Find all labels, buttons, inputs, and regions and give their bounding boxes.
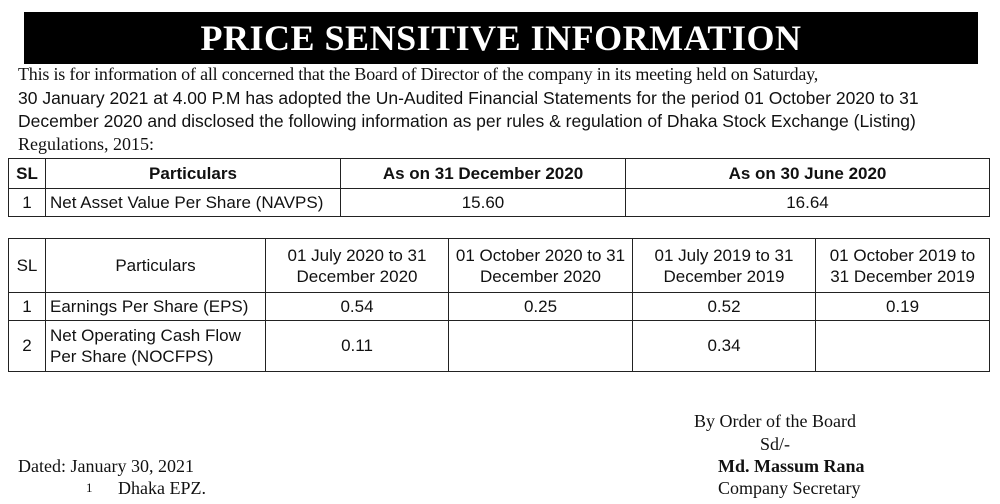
table-header-row xyxy=(9,159,990,189)
cell: 0.52 xyxy=(633,293,816,321)
by-order-text: By Order of the Board xyxy=(694,411,856,431)
navps-table xyxy=(8,158,990,217)
intro-line: Regulations, 2015: xyxy=(18,134,154,154)
header-cell: 01 October 2020 to 31 December 2020 xyxy=(449,239,633,293)
cell: 0.19 xyxy=(816,293,990,321)
table-row xyxy=(9,293,990,321)
intro-line: This is for information of all concerned that the Board of Director of the company in its meeting held on Saturday, xyxy=(18,64,819,84)
sd-text: Sd/- xyxy=(760,434,791,454)
header-cell: SL xyxy=(9,159,46,189)
header-cell: Particulars xyxy=(46,239,266,293)
header-cell: As on 31 December 2020 xyxy=(341,159,626,189)
header-cell: 01 October 2019 to 31 December 2019 xyxy=(816,239,990,293)
location-text: Dhaka EPZ. xyxy=(118,478,206,498)
cell: Net Asset Value Per Share (NAVPS) xyxy=(46,189,341,217)
designation-text: Company Secretary xyxy=(718,478,861,498)
cell: 1 xyxy=(9,293,46,321)
cell: 0.25 xyxy=(449,293,633,321)
header-cell: Particulars xyxy=(46,159,341,189)
header-cell: As on 30 June 2020 xyxy=(626,159,990,189)
cell: 16.64 xyxy=(626,189,990,217)
cell: 2 xyxy=(9,321,46,372)
page-title: PRICE SENSITIVE INFORMATION xyxy=(24,12,978,64)
cell: Net Operating Cash Flow Per Share (NOCFPS) xyxy=(46,321,266,372)
table-row xyxy=(9,189,990,217)
eps-table xyxy=(8,238,990,372)
cell: 0.34 xyxy=(633,321,816,372)
header-cell: 01 July 2020 to 31 December 2020 xyxy=(266,239,449,293)
header-cell: SL xyxy=(9,239,46,293)
cell: 0.11 xyxy=(266,321,449,372)
cell: Earnings Per Share (EPS) xyxy=(46,293,266,321)
location-number: 1 xyxy=(86,480,93,495)
cell xyxy=(449,321,633,372)
cell xyxy=(816,321,990,372)
intro-line: 30 January 2021 at 4.00 P.M has adopted the Un-Audited Financial Statements for the period 01 October 2020 to 31 xyxy=(18,88,919,108)
intro-line: December 2020 and disclosed the following information as per rules & regulation of Dhaka Stock Exchange (Listing) xyxy=(18,111,916,131)
dated-text: Dated: January 30, 2021 xyxy=(18,456,194,476)
cell: 1 xyxy=(9,189,46,217)
table-row xyxy=(9,321,990,372)
cell: 15.60 xyxy=(341,189,626,217)
table-header-row xyxy=(9,239,990,293)
cell: 0.54 xyxy=(266,293,449,321)
header-cell: 01 July 2019 to 31 December 2019 xyxy=(633,239,816,293)
signatory-name: Md. Massum Rana xyxy=(718,456,865,476)
